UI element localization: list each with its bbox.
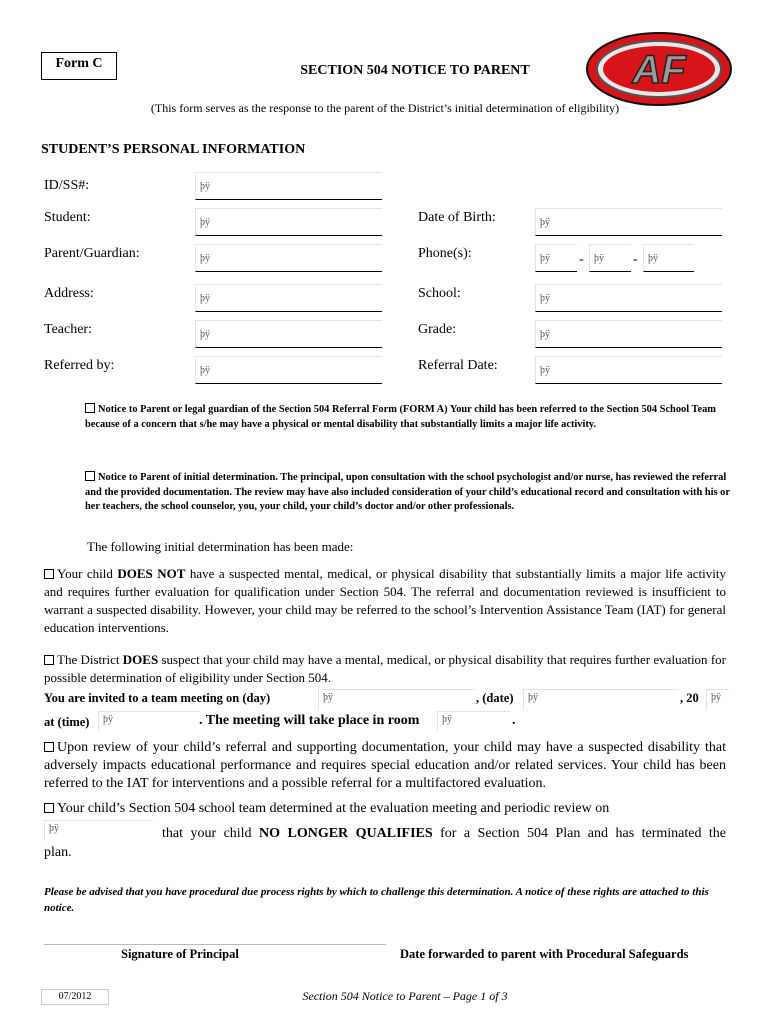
student-label: Student:: [44, 210, 91, 225]
notice-a-checkbox[interactable]: [85, 403, 95, 413]
grade-label: Grade:: [418, 322, 457, 337]
option-does-not-checkbox[interactable]: [44, 569, 54, 579]
forwarded-date-label: Date forwarded to parent with Procedural Safeguards: [400, 947, 689, 961]
option-no-longer-text: that your child NO LONGER QUALIFIES for a Section 504 Plan and has terminated the: [162, 826, 727, 841]
form-revision-date: 07/2012: [41, 989, 109, 1005]
meeting-date-field[interactable]: þÿ: [523, 689, 678, 710]
section-heading: STUDENT’S PERSONAL INFORMATION: [41, 142, 306, 157]
phone-line-field[interactable]: þÿ: [643, 244, 694, 272]
notice-b: Notice to Parent of initial determination. The principal, upon consultation with the school psychologist and/or nurse, has reviewed the referral and the provided documentation. The review may have also included consideration of your child’s educational record and consultation with his or her teachers, the school counselor, you, your child, your child’s doctor and/or other professionals.: [85, 472, 730, 513]
parent-label: Parent/Guardian:: [44, 246, 140, 261]
page-title: SECTION 504 NOTICE TO PARENT: [300, 63, 530, 78]
determination-intro: The following initial determination has been made:: [87, 539, 354, 554]
referred-by-field[interactable]: þÿ: [195, 356, 382, 384]
phone-label: Phone(s):: [418, 246, 472, 261]
meeting-room-label: . The meeting will take place in room: [199, 713, 420, 728]
id-label: ID/SS#:: [44, 178, 90, 193]
meeting-day-field[interactable]: þÿ: [318, 689, 475, 710]
subtitle: (This form serves as the response to the parent of the District’s initial determination of eligibility): [150, 101, 620, 115]
student-field[interactable]: þÿ: [195, 208, 382, 236]
meeting-end: .: [512, 713, 516, 728]
meeting-year-field[interactable]: þÿ: [706, 689, 729, 710]
meeting-year-label: , 20: [680, 691, 699, 705]
dob-field[interactable]: þÿ: [535, 208, 722, 236]
phone-area-field[interactable]: þÿ: [535, 244, 577, 272]
option-no-longer-end: plan.: [44, 845, 72, 860]
school-logo: [585, 31, 733, 112]
phone-separator: -: [633, 252, 638, 267]
referral-date-label: Referral Date:: [418, 358, 498, 373]
option-iat-checkbox[interactable]: [44, 742, 54, 752]
principal-signature-line[interactable]: [44, 944, 386, 945]
address-label: Address:: [44, 286, 94, 301]
teacher-field[interactable]: þÿ: [195, 320, 382, 348]
meeting-day-label: You are invited to a team meeting on (day): [44, 691, 271, 705]
option-does: The District DOES suspect that your child may have a mental, medical, or physical disability that requires further evaluation for possible determination of eligibility under Section 504.: [44, 652, 727, 685]
meeting-date-label: , (date): [476, 691, 514, 705]
option-no-longer-checkbox[interactable]: [44, 803, 54, 813]
phone-prefix-field[interactable]: þÿ: [589, 244, 631, 272]
meeting-time-label: at (time): [44, 715, 90, 729]
referred-by-label: Referred by:: [44, 358, 115, 373]
school-label: School:: [418, 286, 461, 301]
option-no-longer-qualifies: Your child’s Section 504 school team determined at the evaluation meeting and periodic review on: [44, 800, 726, 818]
referral-date-field[interactable]: þÿ: [535, 356, 722, 384]
id-field[interactable]: þÿ: [195, 172, 382, 200]
logo-text: AF: [632, 48, 686, 92]
grade-field[interactable]: þÿ: [535, 320, 722, 348]
meeting-time-field[interactable]: þÿ: [98, 711, 199, 732]
phone-separator: -: [579, 252, 584, 267]
notice-a: Notice to Parent or legal guardian of the Section 504 Referral Form (FORM A) Your child has been referred to the Section 504 School Team because of a concern that s/he may have a physical or mental disability that substantially limits a major life activity.: [85, 404, 716, 430]
advisory-note: Please be advised that you have procedural due process rights by which to challenge this determination. A notice of these rights are attached to this notice.: [44, 886, 709, 914]
notice-b-checkbox[interactable]: [85, 471, 95, 481]
address-field[interactable]: þÿ: [195, 284, 382, 312]
parent-field[interactable]: þÿ: [195, 244, 382, 272]
teacher-label: Teacher:: [44, 322, 92, 337]
school-field[interactable]: þÿ: [535, 284, 722, 312]
principal-signature-label: Signature of Principal: [121, 947, 239, 961]
option-does-not: Your child DOES NOT have a suspected mental, medical, or physical disability that substantially limits a major life activity and requires further evaluation for qualification under Section 504. The referral and documentation reviewed is insufficient to warrant a suspected disability. However, your child may be referred to the school’s Intervention Assistance Team (IAT) for general education interventions.: [44, 566, 726, 635]
form-label: Form C: [41, 52, 117, 80]
review-date-field[interactable]: þÿ: [44, 820, 153, 841]
option-iat-referral: Upon review of your child’s referral and supporting documentation, your child may have a suspected disability that adversely impacts educational performance and requires special education and/or related services. Your child has been referred to the IAT for interventions and a possible referral for a multifactored evaluation.: [44, 740, 726, 791]
meeting-room-field[interactable]: þÿ: [437, 711, 510, 732]
option-does-checkbox[interactable]: [44, 655, 54, 665]
page-footer: Section 504 Notice to Parent – Page 1 of 3: [302, 989, 508, 1003]
dob-label: Date of Birth:: [418, 210, 496, 225]
